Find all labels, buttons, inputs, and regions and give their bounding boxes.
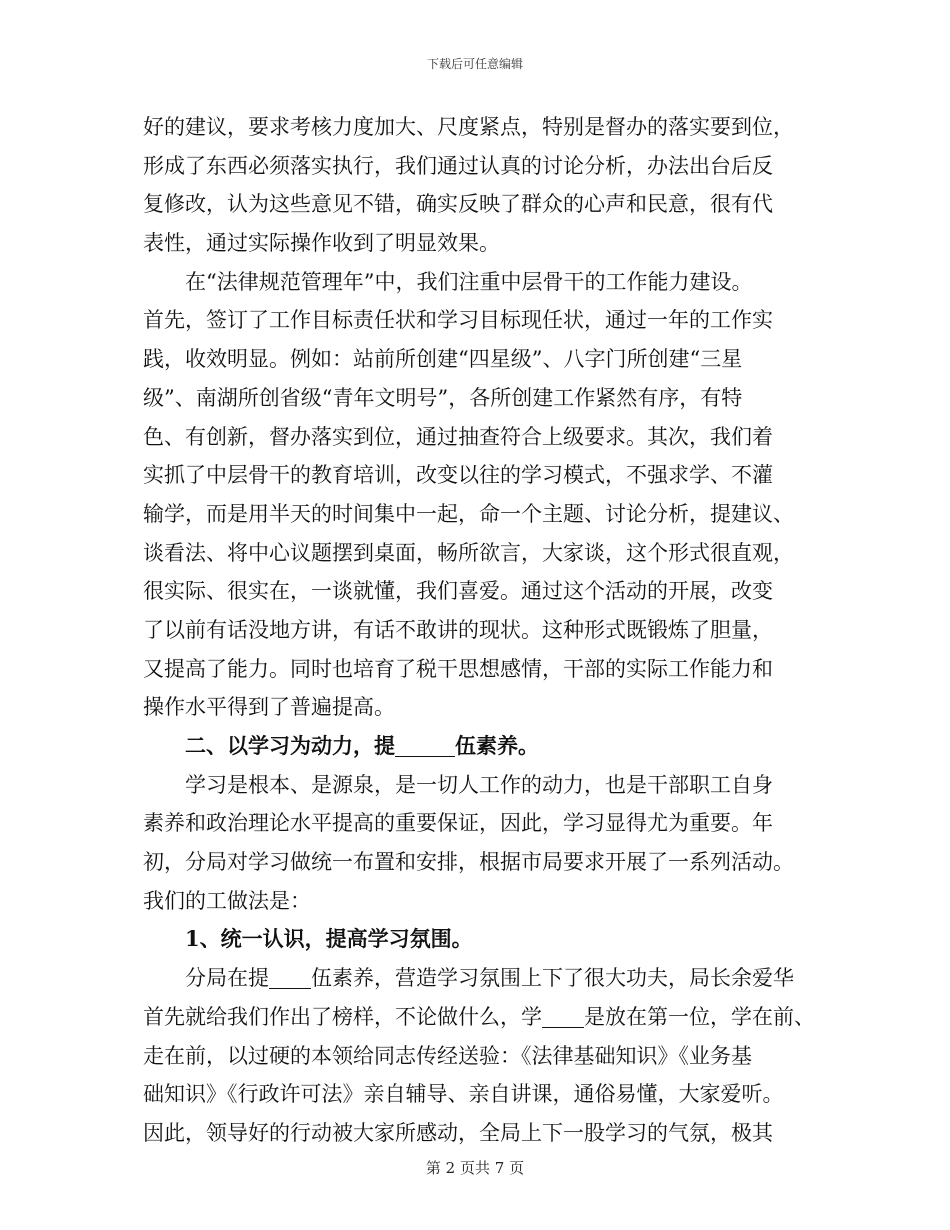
heading-text-after: 伍素养。 [455, 733, 539, 758]
page-footer: 第 2 页共 7 页 [425, 1159, 525, 1177]
text-line: 形成了东西必须落实执行，我们通过认真的讨论分析，办法出台后反 [143, 153, 773, 178]
blank-underline [269, 962, 311, 989]
text-line: 素养和政治理论水平提高的重要保证，因此，学习显得尤为重要。年 [143, 811, 773, 836]
blank-underline [542, 1001, 584, 1028]
text-line: 在“法律规范管理年”中，我们注重中层骨干的工作能力建设。 [185, 269, 753, 294]
text-segment: 伍素养，营造学习氛围上下了很大功夫，局长余爱华 [311, 966, 794, 991]
text-line: 因此，领导好的行动被大家所感动，全局上下一股学习的气氛，极其 [143, 1120, 773, 1145]
subsection-heading-1: 1、统一认识，提高学习氛围。 [185, 926, 473, 952]
text-line: 践，收效明显。例如：站前所创建“四星级”、八字门所创建“三星 [143, 347, 743, 372]
text-line: 谈看法、将中心议题摆到桌面，畅所欲言，大家谈，这个形式很直观， [143, 540, 794, 565]
text-line: 实抓了中层骨干的教育培训，改变以往的学习模式，不强求学、不灌 [143, 463, 773, 488]
paragraph-1 [143, 108, 823, 263]
text-line: 了以前有话没地方讲，有话不敢讲的现状。这种形式既锻炼了胆量， [143, 617, 773, 642]
text-line: 学习是根本、是源泉，是一切人工作的动力，也是干部职工自身 [185, 772, 773, 797]
text-line: 输学，而是用半天的时间集中一起，命一个主题、讨论分析，提建议、 [143, 501, 794, 526]
text-line [143, 959, 823, 998]
text-line: 复修改，认为这些意见不错，确实反映了群众的心声和民意，很有代 [143, 192, 773, 217]
text-segment: 分局在提 [185, 966, 269, 991]
document-body [143, 108, 823, 1153]
text-line: 操作水平得到了普遍提高。 [143, 695, 395, 720]
paragraph-3 [143, 766, 823, 921]
text-line: 表性，通过实际操作收到了明显效果。 [143, 231, 500, 256]
text-line: 我们的工做法是： [143, 888, 311, 913]
text-segment: 是放在第一位，学在前、 [584, 1004, 815, 1029]
text-line: 又提高了能力。同时也培育了税干思想感情，干部的实际工作能力和 [143, 656, 773, 681]
paragraph-2 [143, 263, 823, 727]
heading-text-before: 二、以学习为动力，提 [185, 733, 395, 758]
text-line: 好的建议，要求考核力度加大、尺度紧点，特别是督办的落实要到位， [143, 115, 794, 139]
blank-underline [395, 730, 455, 757]
text-line [143, 998, 823, 1037]
text-segment: 首先就给我们作出了榜样，不论做什么，学 [143, 1004, 542, 1029]
section-heading-2 [143, 727, 823, 766]
page-header: 下载后可任意编辑 [426, 57, 523, 71]
paragraph-4 [143, 959, 823, 1152]
text-line: 色、有创新，督办落实到位，通过抽查符合上级要求。其次，我们着 [143, 424, 773, 449]
text-line: 础知识》《行政许可法》亲自辅导、亲自讲课，通俗易懂，大家爱听。 [143, 1082, 784, 1107]
text-line: 走在前，以过硬的本领给同志传经送验：《法律基础知识》《业务基 [143, 1043, 752, 1068]
text-line: 首先，签订了工作目标责任状和学习目标现任状，通过一年的工作实 [143, 308, 773, 333]
text-line: 很实际、很实在，一谈就懂，我们喜爱。通过这个活动的开展，改变 [143, 579, 773, 604]
text-line: 初，分局对学习做统一布置和安排，根据市局要求开展了一系列活动。 [143, 850, 794, 875]
text-line: 级”、南湖所创省级“青年文明号”，各所创建工作紧然有序，有特 [143, 385, 743, 410]
